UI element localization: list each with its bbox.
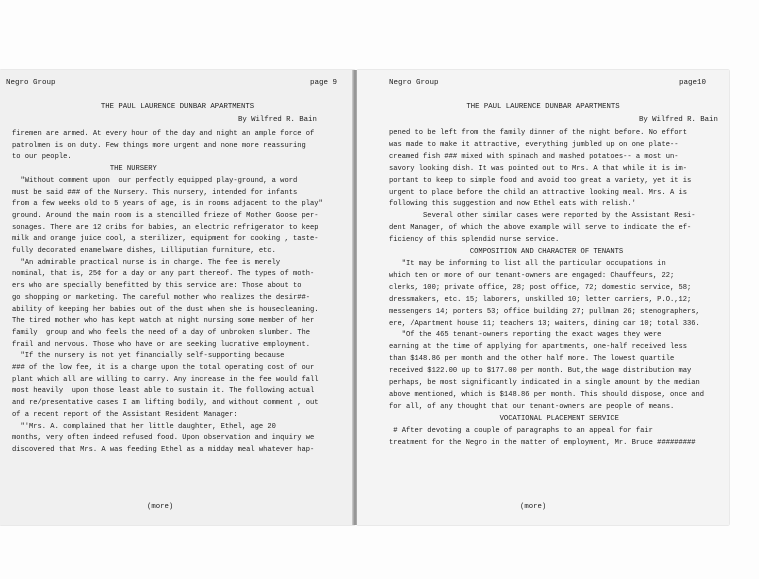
text-line: clerks, 100; private office, 28; post office, 72; domestic service, 58; [389, 283, 692, 292]
text-line: which ten or more of our tenant-owners are engaged: Chauffeurs, 22; [389, 271, 675, 280]
right-more-marker: (more) [520, 503, 547, 511]
text-line: dent Manager, of which the above example will serve to indicate the ef- [389, 224, 692, 233]
text-line: "Of the 465 tenant-owners reporting the exact wages they were [389, 331, 662, 340]
left-page [0, 70, 355, 525]
text-line: treatment for the Negro in the matter of employment, Mr. Bruce ######### [389, 438, 696, 447]
text-line: discovered that Mrs. A was feeding Ethel as a midday meal whatever hap- [12, 445, 315, 454]
text-line: VOCATIONAL PLACEMENT SERVICE [389, 414, 619, 423]
left-more-marker: (more) [147, 503, 174, 511]
text-line: THE NURSERY [12, 165, 157, 174]
right-page [357, 70, 729, 525]
text-line: messengers 14; porters 53; office building 27; pullman 26; stenographers, [389, 307, 700, 316]
text-line: "'Mrs. A. complained that her little daughter, Ethel, age 20 [12, 422, 276, 431]
text-line: COMPOSITION AND CHARACTER OF TENANTS [389, 248, 624, 257]
text-line: creamed fish ### mixed with spinach and mashed potatoes-- a most un- [389, 152, 679, 161]
left-header-group: Negro Group [6, 79, 56, 87]
text-line: than $148.86 per month and the other half more. The lowest quartile [389, 355, 675, 364]
text-line: The tired mother who has kept watch at night nursing some member of her [12, 317, 315, 326]
text-line: go shopping or marketing. The careful mother who realizes the desir##- [12, 293, 310, 302]
text-line: for all, of any thought that our tenant-owners are people of means. [389, 402, 675, 411]
text-line: family group and who feels the need of a day of unbroken slumber. The [12, 328, 310, 337]
text-line: ground. Around the main room is a stencilled frieze of Mother Goose per- [12, 211, 319, 220]
text-line: most heavily upon those least able to sustain it. The following actual [12, 387, 315, 396]
text-line: above mentioned, which is $148.86 per month. This should dispose, once and [389, 390, 705, 399]
text-line: and re/presentative cases I am lifting bodily, and without comment , out [12, 399, 319, 408]
right-header-group: Negro Group [389, 79, 439, 87]
text-line: ere, /Apartment house 11; teachers 13; waiters, dining car 10; total 336. [389, 319, 700, 328]
text-line: sonages. There are 12 cribs for babies, an electric refrigerator to keep [12, 223, 319, 232]
text-line: patrolmen is on duty. Few things more urgent and none more reassuring [12, 141, 306, 150]
text-line: portant to keep to simple food and avoid too great a variety, yet it is [389, 176, 692, 185]
left-body-text [12, 129, 323, 457]
text-line: ability of keeping her babies out of the dust when she is housecleaning. [12, 305, 319, 314]
right-article-title: THE PAUL LAURENCE DUNBAR APARTMENTS [466, 103, 620, 111]
text-line: ers who are specially benefitted by this service are: Those about to [12, 282, 302, 291]
text-line: perhaps, be most significantly indicated in a single amount by the median [389, 379, 700, 388]
text-line: plant which all are willing to carry. Any increase in the fee would fall [12, 375, 319, 384]
text-line: urgent to place before the child an attractive looking meal. Mrs. A is [389, 188, 687, 197]
text-line: from a few weeks old to 5 years of age, is in rooms adjacent to the play" [12, 200, 323, 209]
text-line: Several other similar cases were reported by the Assistant Resi- [389, 212, 696, 221]
right-author-byline: By Wilfred R. Bain [639, 116, 718, 124]
text-line: # After devoting a couple of paragraphs to an appeal for fair [389, 426, 653, 435]
text-line: "It may be informing to list all the particular occupations in [389, 259, 666, 268]
text-line: must be said ### of the Nursery. This nursery, intended for infants [12, 188, 298, 197]
text-line: savory looking dish. It was pointed out to Mrs. A that while it is im- [389, 164, 687, 173]
text-line: earning at the time of applying for apartments, one-half received less [389, 343, 687, 352]
text-line: was made to make it attractive, everything jumbled up on one plate-- [389, 140, 679, 149]
text-line: "An admirable practical nurse is in charge. The fee is merely [12, 258, 281, 267]
text-line: pened to be left from the family dinner of the night before. No effort [389, 129, 687, 137]
text-line: nominal, that is, 25¢ for a day or any part thereof. The types of moth- [12, 270, 315, 279]
text-line: months, very often indeed refused food. Upon observation and inquiry we [12, 434, 315, 443]
text-line: following this suggestion and now Ethel eats with relish.' [389, 200, 636, 209]
left-page-number: page 9 [310, 79, 338, 87]
text-line: dressmakers, etc. 15; laborers, unskilled 10; letter carriers, P.O.,12; [389, 295, 692, 304]
text-line: milk and orange juice cool, a sterilizer, equipment for cooking , taste- [12, 235, 319, 244]
text-line: "If the nursery is not yet financially self-supporting because [12, 352, 285, 361]
right-page-number: page10 [679, 79, 707, 87]
text-line: of a recent report of the Assistant Resident Manager: [12, 410, 238, 419]
left-article-title: THE PAUL LAURENCE DUNBAR APARTMENTS [100, 103, 255, 111]
text-line: fully decorated enamelware dishes, Lilliputian furniture, etc. [12, 247, 276, 256]
text-line: ### of the low fee, it is a charge upon the total operating cost of our [12, 364, 315, 373]
left-author-byline: By Wilfred R. Bain [238, 116, 317, 124]
text-line: received $122.00 up to $177.00 per month. But,the wage distribution may [389, 367, 692, 376]
right-body-text [389, 128, 704, 449]
text-line: "Without comment upon our perfectly equipped play-ground, a word [12, 176, 298, 185]
text-line: to our people. [12, 153, 72, 162]
text-line: ficiency of this splendid nurse service. [389, 236, 560, 245]
text-line: frail and nervous. Those who have or are seeking lucrative employment. [12, 340, 310, 349]
text-line: firemen are armed. At every hour of the day and night an ample force of [12, 130, 315, 138]
